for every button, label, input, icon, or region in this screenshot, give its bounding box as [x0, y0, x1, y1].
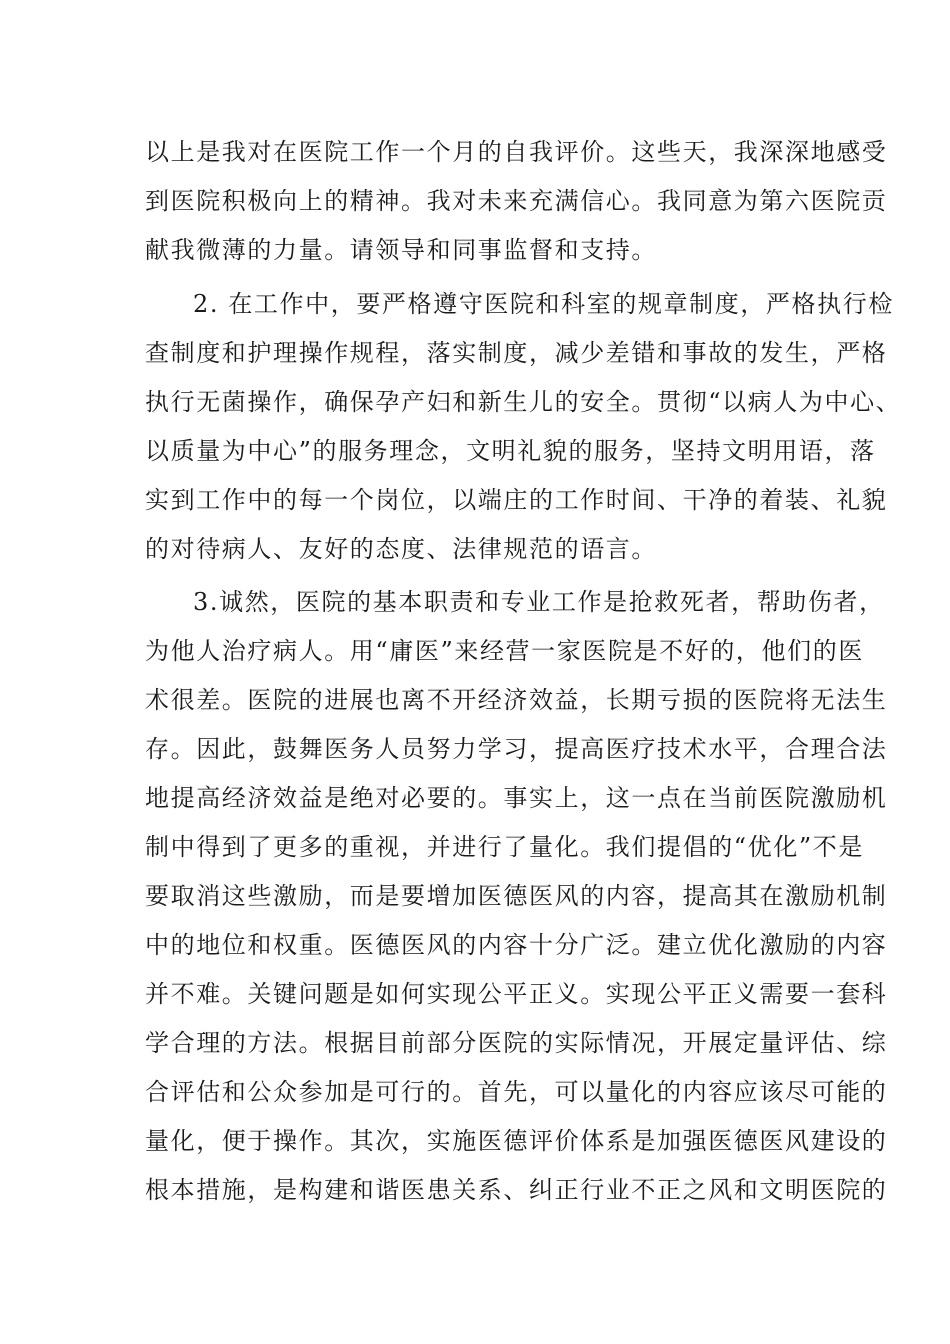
text-line: 学合理的方法。根据目前部分医院的实际情况，开展定量评估、综 — [145, 1029, 888, 1057]
text-line: 并不难。关键问题是如何实现公平正义。实现公平正义需要一套科 — [145, 980, 888, 1008]
text-line: 中的地位和权重。医德医风的内容十分广泛。建立优化激励的内容 — [145, 931, 888, 959]
text-line: 以质量为中心”的服务理念，文明礼貌的服务，坚持文明用语，落 — [145, 437, 876, 465]
paragraph-2-start: 2. 在工作中，要严格遵守医院和科室的规章制度，严格执行检 — [193, 290, 894, 318]
text-line: 的对待病人、友好的态度、法律规范的语言。 — [145, 535, 657, 563]
text-line: 存。因此，鼓舞医务人员努力学习，提高医疗技术水平，合理合法 — [145, 735, 888, 763]
text-line: 要取消这些激励，而是要增加医德医风的内容，提高其在激励机制 — [145, 882, 888, 910]
text-line: 术很差。医院的进展也离不开经济效益，长期亏损的医院将无法生 — [145, 686, 888, 714]
paragraph-3-start: 3.诚然，医院的基本职责和专业工作是抢救死者，帮助伤者， — [193, 588, 885, 616]
text-line: 查制度和护理操作规程，落实制度，减少差错和事故的发生，严格 — [145, 339, 888, 367]
text-line: 根本措施，是构建和谐医患关系、纠正行业不正之风和文明医院的 — [145, 1176, 888, 1204]
text-line: 量化，便于操作。其次，实施医德评价体系是加强医德医风建设的 — [145, 1127, 888, 1155]
text-line: 到医院积极向上的精神。我对未来充满信心。我同意为第六医院贡 — [145, 187, 888, 215]
text-line: 合评估和公众参加是可行的。首先，可以量化的内容应该尽可能的 — [145, 1078, 888, 1106]
text-line: 实到工作中的每一个岗位，以端庄的工作时间、干净的着装、礼貌 — [145, 486, 888, 514]
text-line: 为他人治疗病人。用“庸医”来经营一家医院是不好的，他们的医 — [145, 637, 864, 665]
text-line: 制中得到了更多的重视，并进行了量化。我们提倡的“优化”不是 — [145, 833, 864, 861]
text-line: 执行无菌操作，确保孕产妇和新生儿的安全。贯彻“以病人为中心、 — [145, 388, 902, 416]
text-line: 地提高经济效益是绝对必要的。事实上，这一点在当前医院激励机 — [145, 784, 888, 812]
text-line: 以上是我对在医院工作一个月的自我评价。这些天，我深深地感受 — [145, 138, 888, 166]
text-line: 献我微薄的力量。请领导和同事监督和支持。 — [145, 236, 657, 264]
